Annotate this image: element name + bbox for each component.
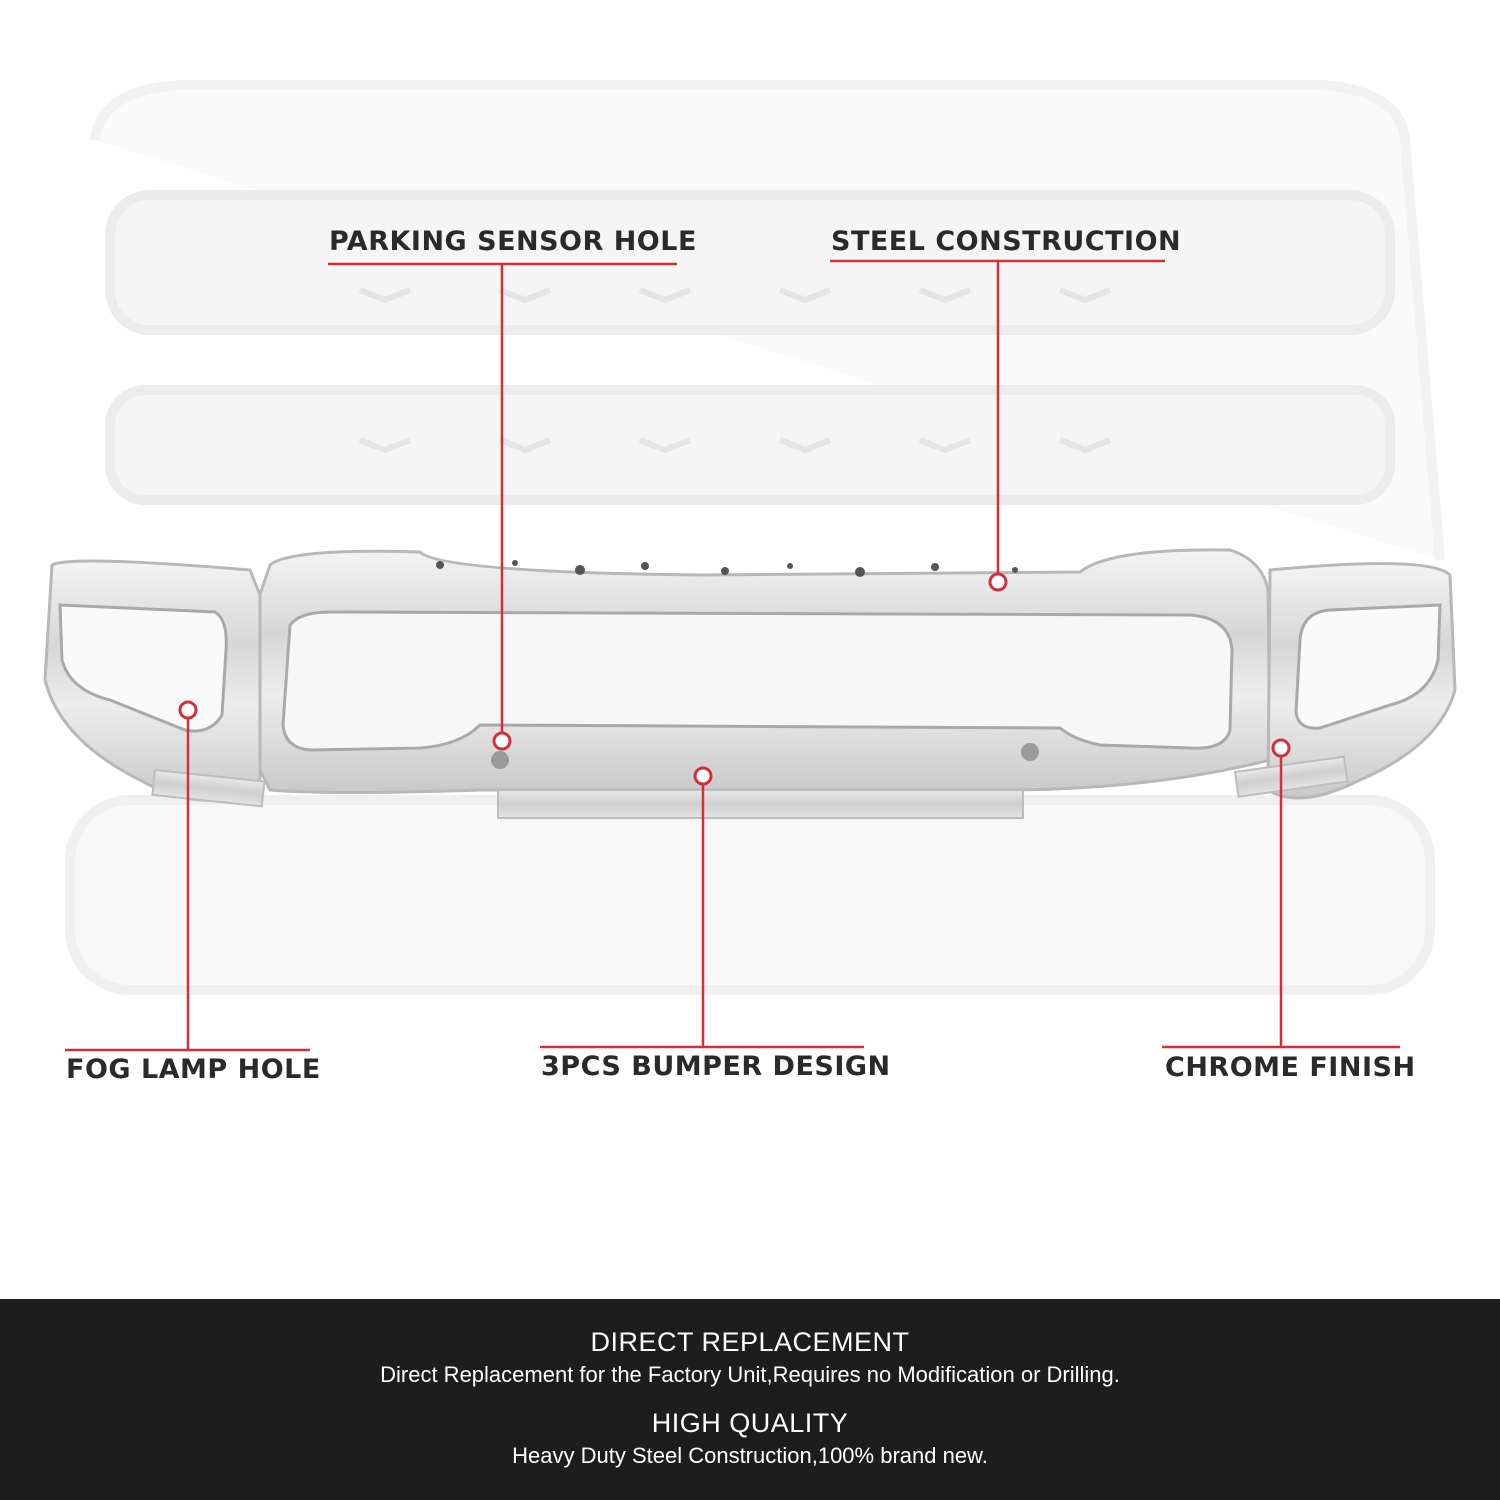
3pcs-bumper-design-label: 3PCS BUMPER DESIGN [541, 1051, 891, 1082]
bumper-design-marker [695, 768, 711, 784]
feature-title-direct-replacement: DIRECT REPLACEMENT [590, 1327, 910, 1357]
bumper-left-end [45, 561, 264, 806]
parking-sensor-marker [494, 733, 510, 749]
feature-desc-high-quality: Heavy Duty Steel Construction,100% brand new. [512, 1443, 988, 1468]
chrome-finish-marker [1273, 740, 1289, 756]
fog-lamp-hole-label: FOG LAMP HOLE [66, 1054, 321, 1085]
chrome-finish-label: CHROME FINISH [1165, 1052, 1416, 1083]
feature-title-high-quality: HIGH QUALITY [651, 1408, 849, 1438]
feature-footer [0, 1299, 1500, 1500]
feature-desc-direct-replacement: Direct Replacement for the Factory Unit,Requires no Modification or Drilling. [380, 1362, 1120, 1387]
parking-sensor-hole-label: PARKING SENSOR HOLE [329, 226, 697, 257]
bumper-center-section [255, 550, 1270, 818]
steel-construction-label: STEEL CONSTRUCTION [831, 226, 1182, 257]
fog-lamp-marker [180, 702, 196, 718]
steel-construction-marker [990, 574, 1006, 590]
truck-background [70, 85, 1440, 990]
